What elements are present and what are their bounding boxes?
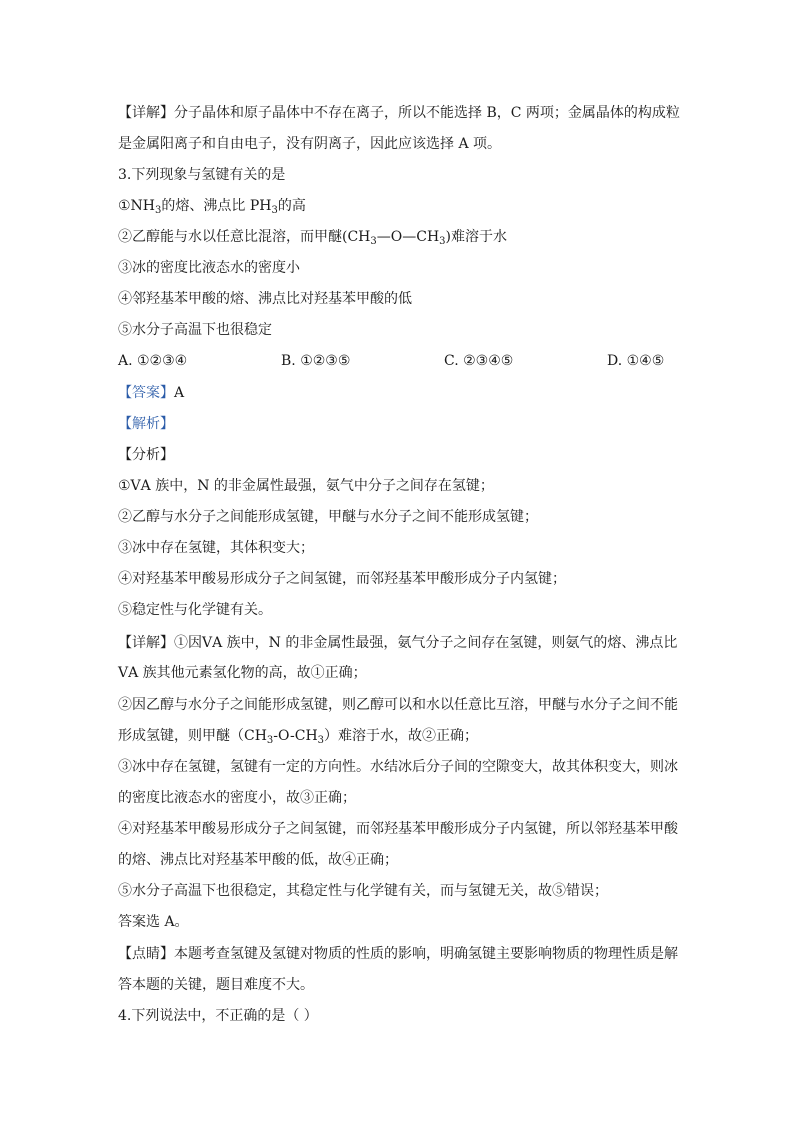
analysis-point-2: ②乙醇与水分子之间能形成氢键，甲醚与水分子之间不能形成氢键； xyxy=(118,509,538,525)
detail-2-line-6: 的密度比液态水的密度小，故③正确； xyxy=(118,790,356,806)
option-c: C. ②③④⑤ xyxy=(444,353,514,369)
detail-2-line-2: ⅤA 族其他元素氢化物的高，故①正确； xyxy=(118,665,367,681)
analysis-point-3: ③冰中存在氢键，其体积变大； xyxy=(118,540,314,556)
statement-4: ④邻羟基苯甲酸的熔、沸点比对羟基苯甲酸的低 xyxy=(118,291,412,307)
analysis-point-5: ⑤稳定性与化学键有关。 xyxy=(118,602,272,618)
detail-2-line-5: ③冰中存在氢键，氢键有一定的方向性。水结冰后分子间的空隙变大，故其体积变大，则冰 xyxy=(118,759,678,775)
option-d: D. ①④⑤ xyxy=(607,353,665,369)
detail-2-line-3: ②因乙醇与水分子之间能形成氢键，则乙醇可以和水以任意比互溶，甲醚与水分子之间不能 xyxy=(118,697,678,713)
detail-2-line-9: ⑤水分子高温下也很稳定，其稳定性与化学键有关，而与氢键无关，故⑤错误； xyxy=(118,883,608,899)
statement-1: $①NH_3$的熔、沸点比 $PH_3$的高 xyxy=(118,198,306,216)
option-a: A. ①②③④ xyxy=(118,353,188,369)
analysis-point-4: ④对羟基苯甲酸易形成分子之间氢键，而邻羟基苯甲酸形成分子内氢键； xyxy=(118,571,566,587)
detail-2-line-1: 【详解】①因ⅤA 族中，N 的非金属性最强，氨气分子之间存在氢键，则氨气的熔、沸点比 xyxy=(118,635,678,651)
detail-line-1: 【详解】分子晶体和原子晶体中不存在离子，所以不能选择 B，C 两项；金属晶体的构成粒 xyxy=(118,105,680,121)
question-3-title: 3.下列现象与氢键有关的是 xyxy=(118,167,286,183)
statement-2: ②乙醇能与水以任意比混溶，而甲醚$(CH_3—O—CH_3)$难溶于水 xyxy=(118,229,508,247)
option-b: B. ①②③⑤ xyxy=(281,353,351,369)
analysis-tag: 【解析】 xyxy=(118,416,174,432)
analysis-point-1: ①ⅤA 族中，N 的非金属性最强，氨气中分子之间存在氢键； xyxy=(118,478,494,494)
answer-tag: 【答案】 xyxy=(118,385,174,401)
detail-2-line-7: ④对羟基苯甲酸易形成分子之间氢键，而邻羟基苯甲酸形成分子内氢键，所以邻羟基苯甲酸 xyxy=(118,821,678,837)
answer-line xyxy=(118,383,184,403)
statement-3: ③冰的密度比液态水的密度小 xyxy=(118,260,300,276)
fenxi-tag: 【分析】 xyxy=(118,447,174,463)
question-4-title: 4.下列说法中，不正确的是（ ） xyxy=(118,1008,318,1024)
detail-2-line-10: 答案选 A。 xyxy=(118,914,189,930)
detail-line-2: 是金属阳离子和自由电子，没有阴离子，因此应该选择 A 项。 xyxy=(118,136,502,152)
detail-2-line-4: 形成氢键，则甲醚$(CH_3-O-CH_3)$难溶于水，故②正确； xyxy=(118,728,479,746)
detail-2-line-8: 的熔、沸点比对羟基苯甲酸的低，故④正确； xyxy=(118,852,398,868)
tip-line-1: 【点睛】本题考查氢键及氢键对物质的性质的影响，明确氢键主要影响物质的物理性质是解 xyxy=(118,946,678,962)
statement-5: ⑤水分子高温下也很稳定 xyxy=(118,322,272,338)
tip-line-2: 答本题的关键，题目难度不大。 xyxy=(118,977,314,993)
answer-value: A xyxy=(174,385,185,401)
